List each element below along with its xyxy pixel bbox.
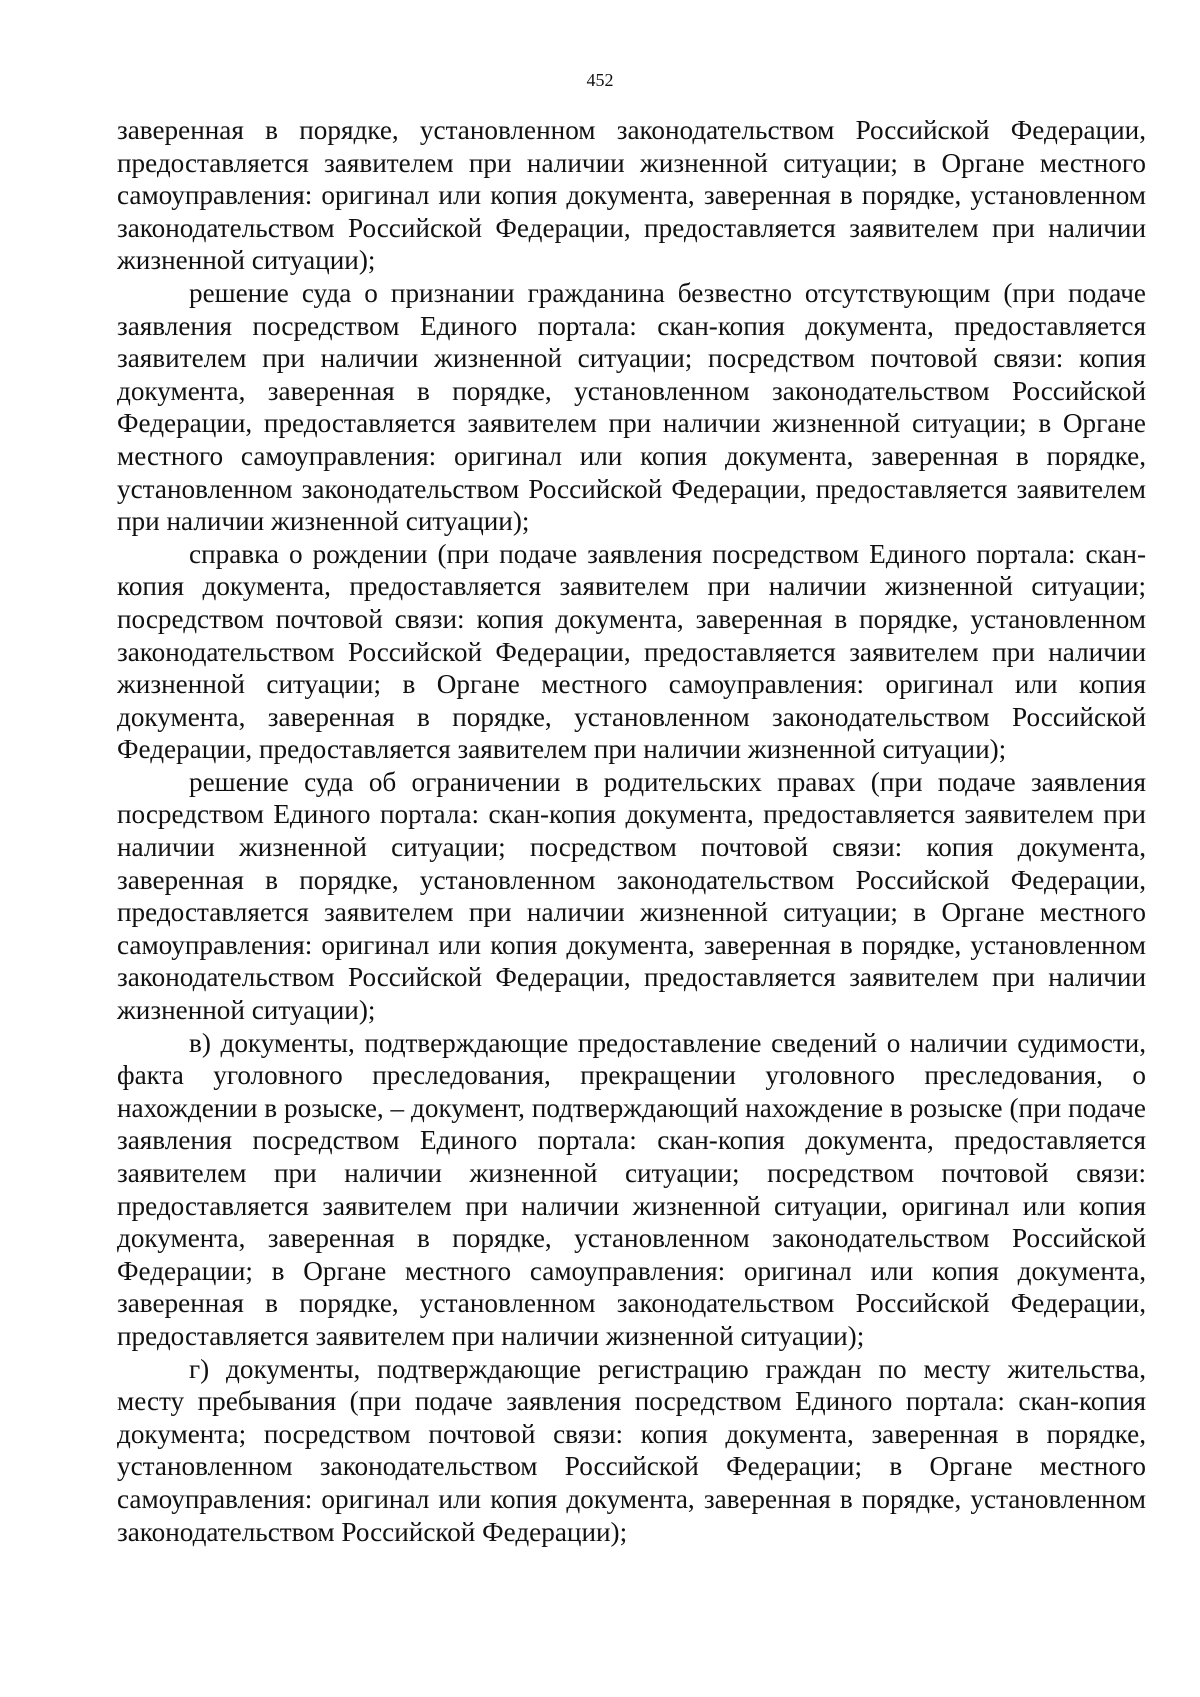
paragraph-item-v-criminal-record: в) документы, подтверждающие предоставление сведений о наличии судимости, факта уголовного преследования, прекращении уголовного преследования, о нахождении в розыске, – документ, подтверждающий нахождение в розыске (при подаче заявления посредством Единого портала: скан-копия документа, предоставляется заявителем при наличии жизненной ситуации; посредством почтовой связи: предоставляется заявителем при наличии жизненной ситуации, оригинал или копия документа, заверенная в порядке, установленном законодательством Российской Федерации; в Органе местного самоуправления: оригинал или копия документа, заверенная в порядке, установленном законодательством Российской Федерации, предоставляется заявителем при наличии жизненной ситуации); <box>117 1027 1146 1351</box>
page-number: 452 <box>586 70 614 90</box>
paragraph-court-missing-person: решение суда о признании гражданина безвестно отсутствующим (при подаче заявления посредством Единого портала: скан-копия документа, предоставляется заявителем при наличии жизненной ситуации; посредством почтовой связи: копия документа, заверенная в порядке, установленном законодательством Российской Федерации, предоставляется заявителем при наличии жизненной ситуации; в Органе местного самоуправления: оригинал или копия документа, заверенная в порядке, установленном законодательством Российской Федерации, предоставляется заявителем при наличии жизненной ситуации); <box>117 277 1146 537</box>
paragraph-court-parental-rights: решение суда об ограничении в родительских правах (при подаче заявления посредством Единого портала: скан-копия документа, предоставляется заявителем при наличии жизненной ситуации; посредством почтовой связи: копия документа, заверенная в порядке, установленном законодательством Российской Федерации, предоставляется заявителем при наличии жизненной ситуации; в Органе местного самоуправления: оригинал или копия документа, заверенная в порядке, установленном законодательством Российской Федерации, предоставляется заявителем при наличии жизненной ситуации); <box>117 766 1146 1026</box>
paragraph-birth-certificate: справка о рождении (при подаче заявления посредством Единого портала: скан-копия документа, предоставляется заявителем при наличии жизненной ситуации; посредством почтовой связи: копия документа, заверенная в порядке, установленном законодательством Российской Федерации, предоставляется заявителем при наличии жизненной ситуации; в Органе местного самоуправления: оригинал или копия документа, заверенная в порядке, установленном законодательством Российской Федерации, предоставляется заявителем при наличии жизненной ситуации); <box>117 538 1146 765</box>
document-body <box>117 114 1146 1548</box>
paragraph-continuation: заверенная в порядке, установленном законодательством Российской Федерации, предоставляется заявителем при наличии жизненной ситуации; в Органе местного самоуправления: оригинал или копия документа, заверенная в порядке, установленном законодательством Российской Федерации, предоставляется заявителем при наличии жизненной ситуации); <box>117 115 1146 276</box>
paragraph-item-g-registration: г) документы, подтверждающие регистрацию граждан по месту жительства, месту пребывания (при подаче заявления посредством Единого портала: скан-копия документа; посредством почтовой связи: копия документа, заверенная в порядке, установленном законодательством Российской Федерации; в Органе местного самоуправления: оригинал или копия документа, заверенная в порядке, установленном законодательством Российской Федерации); <box>117 1353 1146 1547</box>
